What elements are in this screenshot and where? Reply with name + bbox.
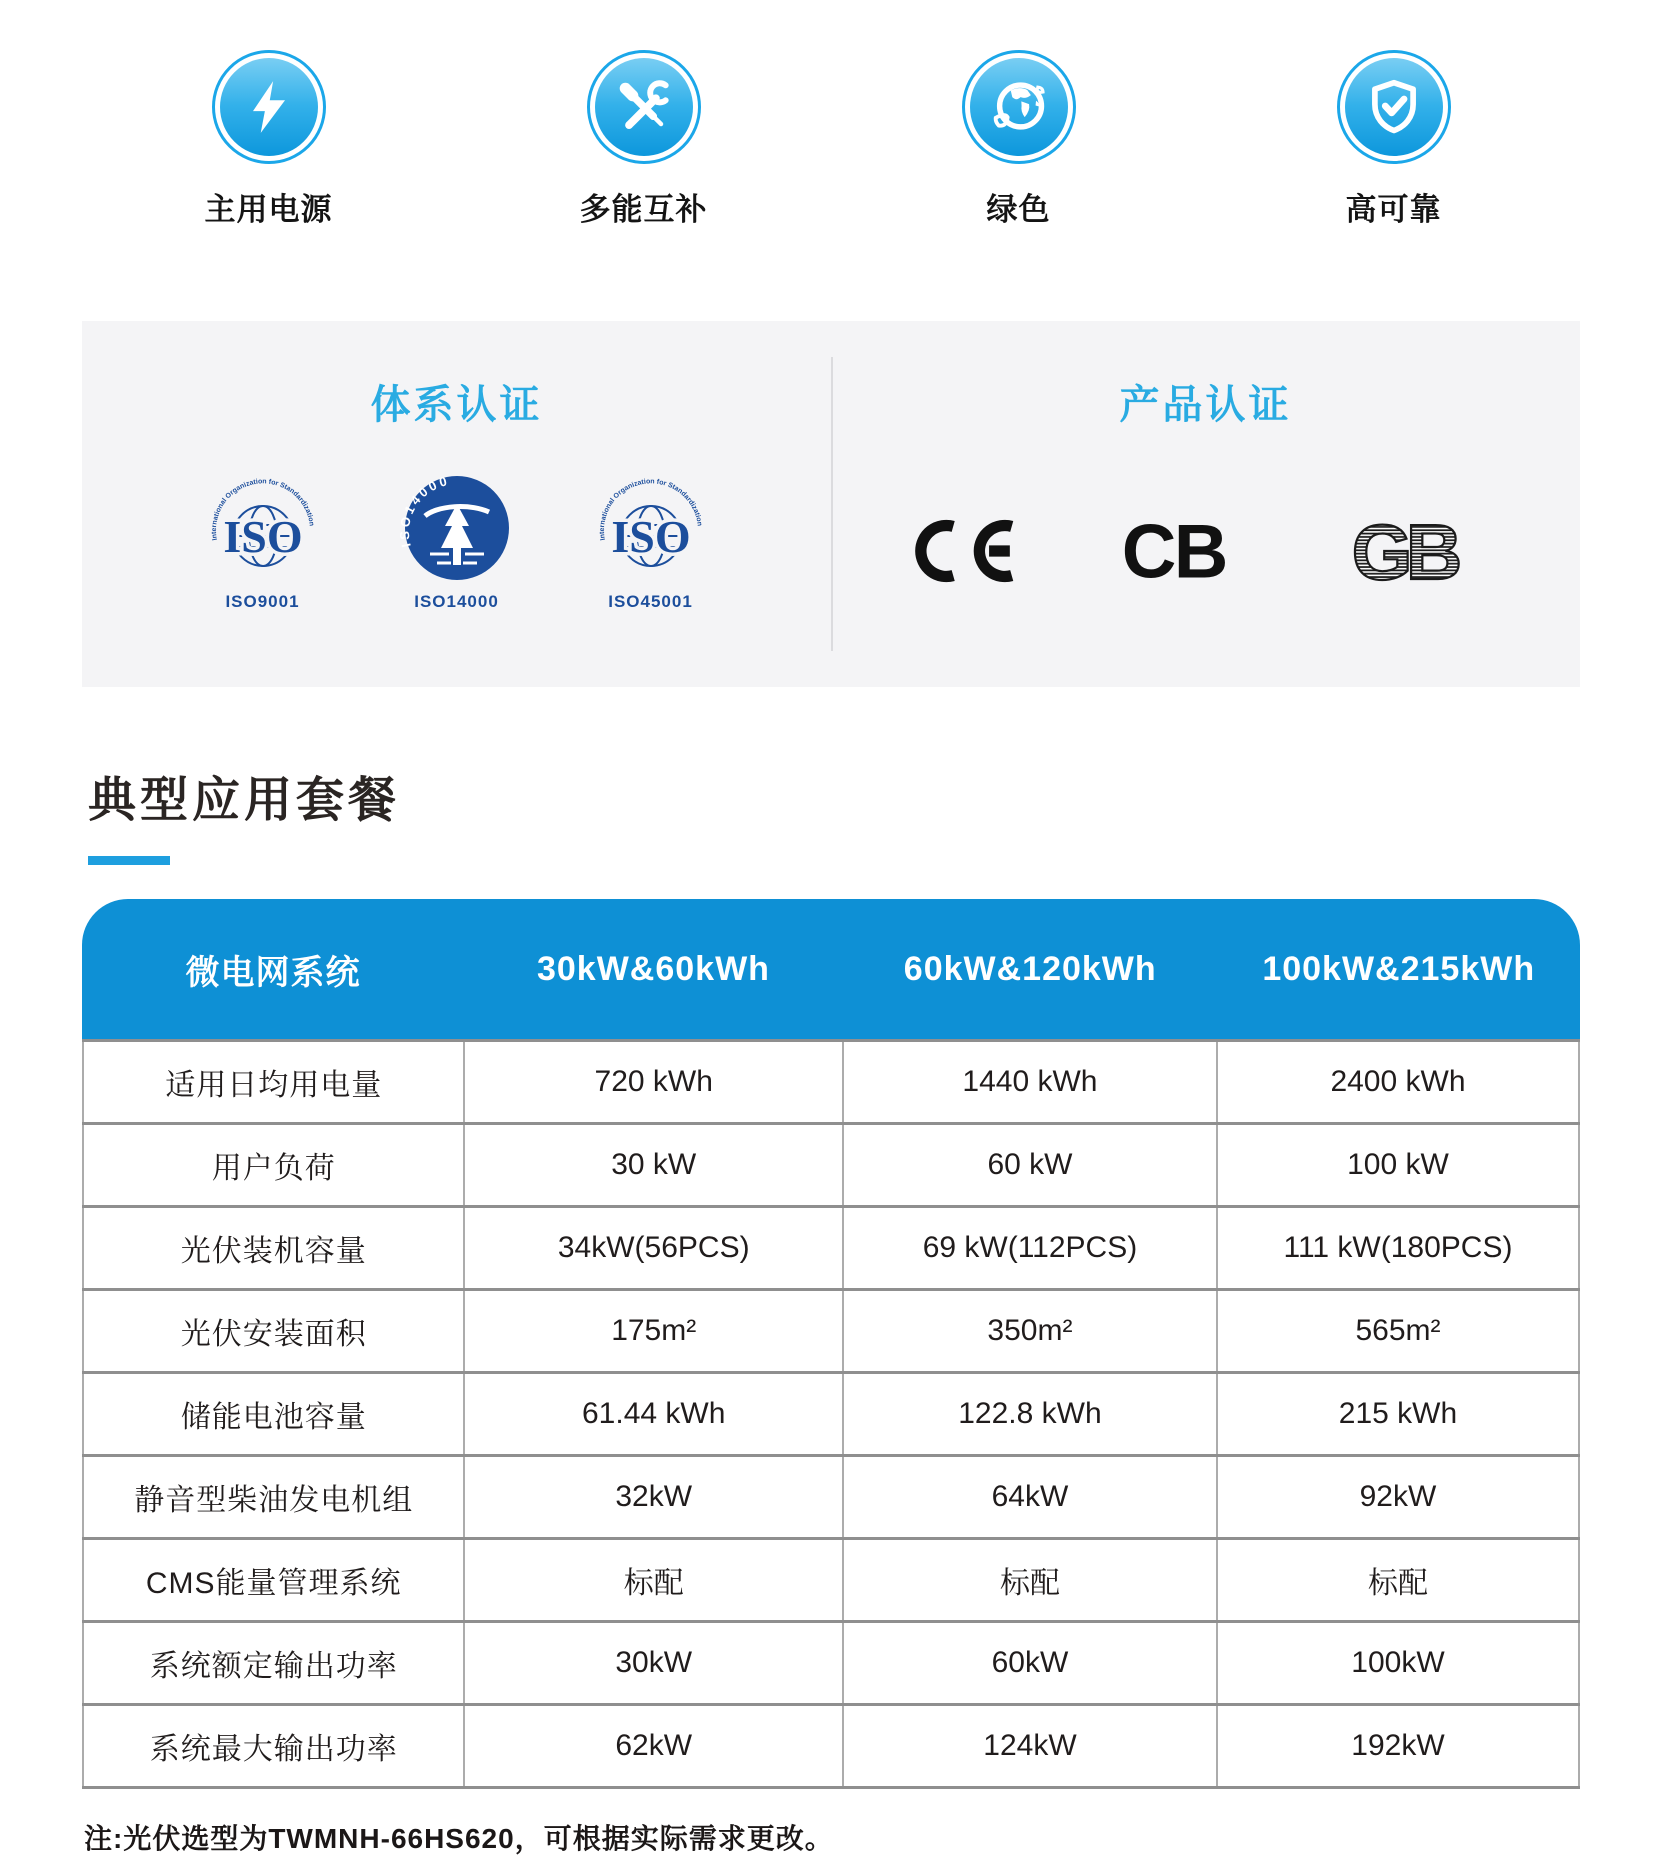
- cell: 32kW: [464, 1456, 842, 1539]
- table-header-cell: 30kW&60kWh: [536, 949, 770, 988]
- svg-text:CB: CB: [1121, 509, 1226, 595]
- cell: 34kW(56PCS): [464, 1207, 842, 1290]
- cell: 60 kW: [843, 1124, 1217, 1207]
- feature-label: 多能互补: [579, 192, 708, 227]
- cell: 215 kWh: [1217, 1373, 1579, 1456]
- iso-globe-logo: [203, 470, 323, 584]
- tools-icon: [587, 50, 701, 164]
- svg-text:International Organization for: International Organization for Standardization: [598, 478, 703, 541]
- feature-label: 主用电源: [204, 192, 333, 227]
- feature-row: [81, 0, 1581, 229]
- cell: 100kW: [1217, 1622, 1579, 1705]
- row-label: 系统额定输出功率: [83, 1622, 464, 1705]
- product-certification-title: 产品认证: [1119, 383, 1292, 427]
- cell: 62kW: [464, 1705, 842, 1788]
- cell: 69 kW(112PCS): [843, 1207, 1217, 1290]
- row-label: 储能电池容量: [83, 1373, 464, 1456]
- cell: 111 kW(180PCS): [1217, 1207, 1579, 1290]
- iso9001-badge: [203, 470, 323, 612]
- iso14000-tree-logo: [397, 470, 517, 584]
- feature-multi-energy: [456, 50, 831, 229]
- cell: 标配: [1217, 1539, 1579, 1622]
- svg-text:International Organization for: International Organization for Standardization: [210, 478, 315, 541]
- globe-leaf-icon: [962, 50, 1076, 164]
- table-row: [83, 1705, 1579, 1788]
- feature-label: 绿色: [986, 192, 1051, 227]
- cell: 720 kWh: [464, 1041, 842, 1124]
- row-label: 用户负荷: [83, 1124, 464, 1207]
- cb-logo: [1120, 504, 1252, 598]
- cell: 124kW: [843, 1705, 1217, 1788]
- table-header-cell: 微电网系统: [185, 953, 361, 992]
- system-certification-title: 体系认证: [370, 383, 543, 427]
- cell: 565m²: [1217, 1290, 1579, 1373]
- svg-text:GB: GB: [1351, 507, 1456, 596]
- cell: 350m²: [843, 1290, 1217, 1373]
- footnote: 注:光伏选型为TWMNH-66HS620，可根据实际需求更改。: [84, 1823, 834, 1854]
- feature-high-reliability: [1206, 50, 1581, 229]
- badge-label: ISO9001: [225, 592, 300, 611]
- shield-check-icon: [1337, 50, 1451, 164]
- svg-text:ISO14000: ISO14000: [396, 472, 451, 549]
- table-row: [83, 1207, 1579, 1290]
- table-row: [83, 1124, 1579, 1207]
- cell: 192kW: [1217, 1705, 1579, 1788]
- row-label: 光伏装机容量: [83, 1207, 464, 1290]
- badge-label: ISO45001: [608, 592, 693, 611]
- cell: 175m²: [464, 1290, 842, 1373]
- table-header-cell: 60kW&120kWh: [903, 949, 1157, 988]
- certification-panel: [82, 321, 1580, 687]
- feature-label: 高可靠: [1345, 192, 1442, 227]
- table-row: [83, 1539, 1579, 1622]
- table-row: [83, 1456, 1579, 1539]
- cell: 100 kW: [1217, 1124, 1579, 1207]
- cell: 30kW: [464, 1622, 842, 1705]
- table-row: [83, 1290, 1579, 1373]
- cell: 30 kW: [464, 1124, 842, 1207]
- row-label: 光伏安装面积: [83, 1290, 464, 1373]
- package-table: [82, 899, 1580, 1789]
- cell: 64kW: [843, 1456, 1217, 1539]
- feature-green: [831, 50, 1206, 229]
- iso45001-badge: [591, 470, 711, 612]
- row-label: 静音型柴油发电机组: [83, 1456, 464, 1539]
- table-header-row: [82, 899, 1580, 1039]
- lightning-icon: [212, 50, 326, 164]
- cell: 122.8 kWh: [843, 1373, 1217, 1456]
- cell: 2400 kWh: [1217, 1041, 1579, 1124]
- cell: 标配: [843, 1539, 1217, 1622]
- panel-divider: [831, 357, 833, 651]
- row-label: CMS能量管理系统: [83, 1539, 464, 1622]
- section-title: 典型应用套餐: [88, 774, 401, 827]
- table-row: [83, 1373, 1579, 1456]
- badge-label: ISO14000: [414, 592, 499, 611]
- table-row: [83, 1041, 1579, 1124]
- cell: 92kW: [1217, 1456, 1579, 1539]
- gb-logo: [1348, 506, 1506, 596]
- cell: 61.44 kWh: [464, 1373, 842, 1456]
- row-label: 系统最大输出功率: [83, 1705, 464, 1788]
- table-header-cell: 100kW&215kWh: [1262, 949, 1536, 988]
- iso-globe-logo: [591, 470, 711, 584]
- svg-text:ISO: ISO: [222, 511, 303, 562]
- section-title-underline: [88, 856, 170, 865]
- ce-logo: [906, 504, 1024, 598]
- product-certification: [831, 321, 1580, 687]
- cell: 60kW: [843, 1622, 1217, 1705]
- cell: 标配: [464, 1539, 842, 1622]
- system-certification: [82, 321, 831, 687]
- table-row: [83, 1622, 1579, 1705]
- svg-text:ISO: ISO: [610, 511, 691, 562]
- iso14000-badge: [397, 470, 517, 612]
- feature-main-power: [81, 50, 456, 229]
- cell: 1440 kWh: [843, 1041, 1217, 1124]
- row-label: 适用日均用电量: [83, 1041, 464, 1124]
